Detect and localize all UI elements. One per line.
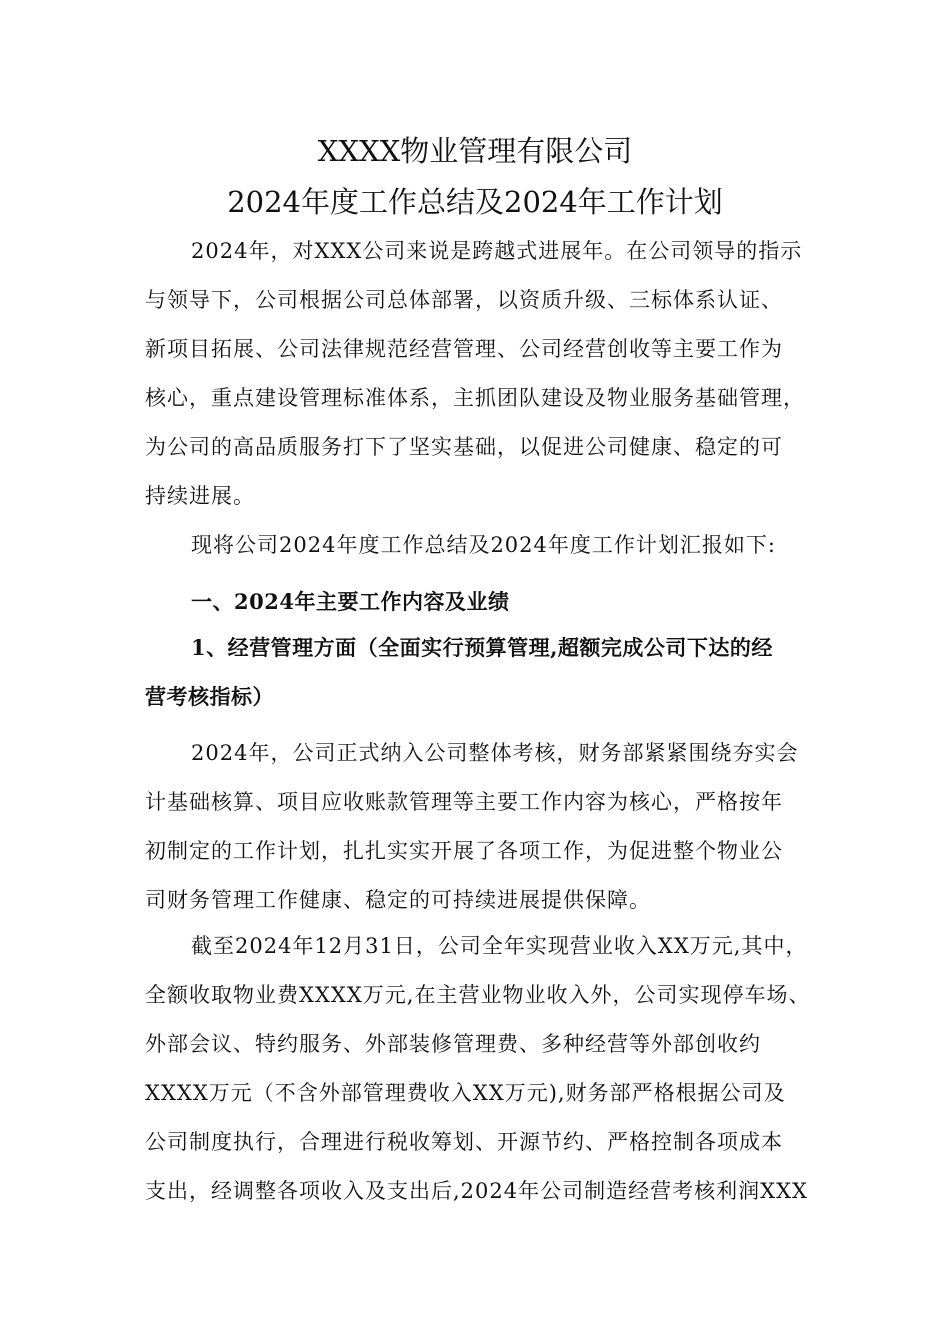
- paragraph-line: 支出，经调整各项收入及支出后,2024年公司制造经营考核利润XXX: [145, 1179, 808, 1203]
- revenue-paragraph: [145, 922, 815, 1216]
- document-title: XXXX物业管理有限公司: [317, 134, 633, 168]
- paragraph-line: 为公司的高品质服务打下了坚实基础，以促进公司健康、稳定的可: [145, 435, 783, 459]
- paragraph-line: 现将公司2024年度工作总结及2024年度工作计划汇报如下:: [191, 533, 776, 557]
- section-heading: 一、2024年主要工作内容及业绩: [191, 589, 510, 614]
- paragraph-line: 初制定的工作计划，扎扎实实开展了各项工作，为促进整个物业公: [145, 839, 783, 863]
- document-subtitle: 2024年度工作总结及2024年工作计划: [227, 185, 723, 219]
- finance-paragraph: [145, 729, 815, 925]
- paragraph-line: 2024年，公司正式纳入公司整体考核，财务部紧紧围绕夯实会: [191, 741, 799, 765]
- paragraph-line: 新项目拓展、公司法律规范经营管理、公司经营创收等主要工作为: [145, 337, 783, 361]
- paragraph-line: 全额收取物业费XXXX万元,在主营业物业收入外，公司实现停车场、: [145, 983, 811, 1007]
- paragraph-line: 公司制度执行，合理进行税收筹划、开源节约、严格控制各项成本: [145, 1130, 783, 1154]
- paragraph-line: XXXX万元（不含外部管理费收入XX万元),财务部严格根据公司及: [145, 1081, 786, 1105]
- paragraph-line: 持续进展。: [145, 484, 255, 508]
- paragraph-line: 与领导下，公司根据公司总体部署，以资质升级、三标体系认证、: [145, 288, 783, 312]
- subsection-heading: 1、经营管理方面（全面实行预算管理,超额完成公司下达的经 营考核指标）: [145, 635, 773, 709]
- paragraph-line: 外部会议、特约服务、外部装修管理费、多种经营等外部创收约: [145, 1032, 761, 1056]
- paragraph-line: 截至2024年12月31日，公司全年实现营业收入XX万元,其中，: [191, 934, 808, 958]
- paragraph-line: 计基础核算、项目应收账款管理等主要工作内容为核心，严格按年: [145, 790, 783, 814]
- report-paragraph: [145, 521, 815, 570]
- paragraph-line: 2024年，对XXX公司来说是跨越式进展年。在公司领导的指示: [191, 239, 803, 263]
- intro-paragraph: [145, 227, 815, 521]
- paragraph-line: 司财务管理工作健康、稳定的可持续进展提供保障。: [145, 888, 651, 912]
- paragraph-line: 核心，重点建设管理标准体系，主抓团队建设及物业服务基础管理，: [145, 386, 805, 410]
